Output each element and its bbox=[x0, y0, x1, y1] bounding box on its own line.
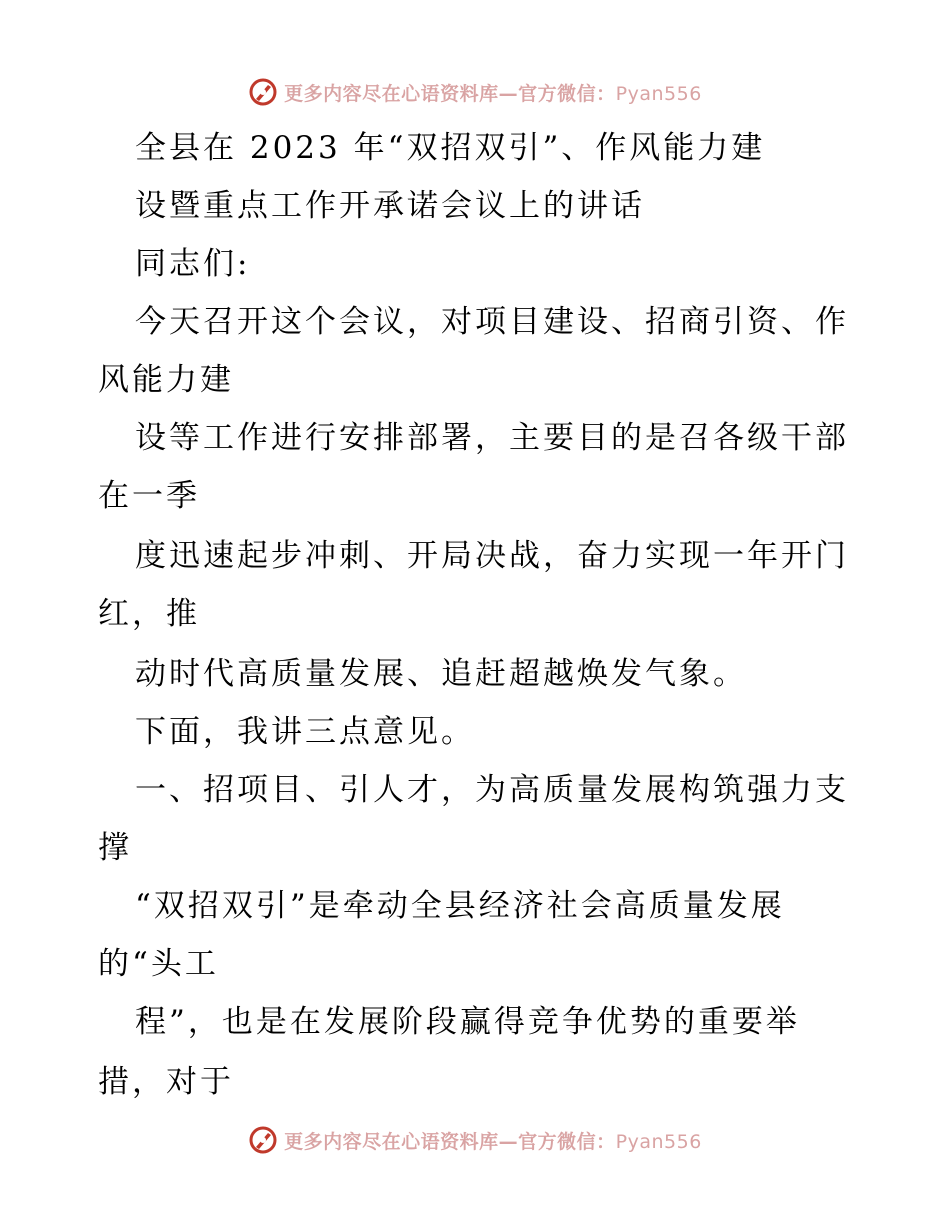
brush-seal-logo-icon bbox=[248, 1125, 278, 1155]
title-line-2: 设暨重点工作开承诺会议上的讲话 bbox=[135, 188, 645, 224]
paragraph-line: 红，推 bbox=[98, 596, 200, 632]
paragraph-line: 程”，也是在发展阶段赢得竞争优势的重要举 bbox=[135, 1004, 800, 1040]
paragraph-line: 的“头工 bbox=[98, 946, 219, 982]
paragraph-line: 措，对于 bbox=[98, 1064, 234, 1100]
watermark-footer bbox=[0, 1120, 950, 1160]
paragraph-line: 下面，我讲三点意见。 bbox=[135, 714, 475, 750]
paragraph-line: 动时代高质量发展、追赶超越焕发气象。 bbox=[135, 656, 747, 692]
paragraph-line: 度迅速起步冲刺、开局决战，奋力实现一年开门 bbox=[135, 538, 849, 574]
watermark-text: 更多内容尽在心语资料库—官方微信：Pyan556 bbox=[284, 1130, 702, 1153]
paragraph-line: 在一季 bbox=[98, 478, 200, 514]
section-heading-line: 撑 bbox=[98, 830, 132, 866]
watermark-text: 更多内容尽在心语资料库—官方微信：Pyan556 bbox=[284, 82, 702, 105]
salutation: 同志们: bbox=[135, 246, 251, 282]
paragraph-line: 风能力建 bbox=[98, 362, 234, 398]
section-heading-line: 一、招项目、引人才，为高质量发展构筑强力支 bbox=[135, 772, 849, 808]
title-line-1: 全县在 2023 年“双招双引”、作风能力建 bbox=[135, 130, 766, 166]
paragraph-line: 设等工作进行安排部署，主要目的是召各级干部 bbox=[135, 420, 849, 456]
paragraph-line: “双招双引”是牵动全县经济社会高质量发展 bbox=[135, 888, 785, 924]
paragraph-line: 今天召开这个会议，对项目建设、招商引资、作 bbox=[135, 304, 849, 340]
